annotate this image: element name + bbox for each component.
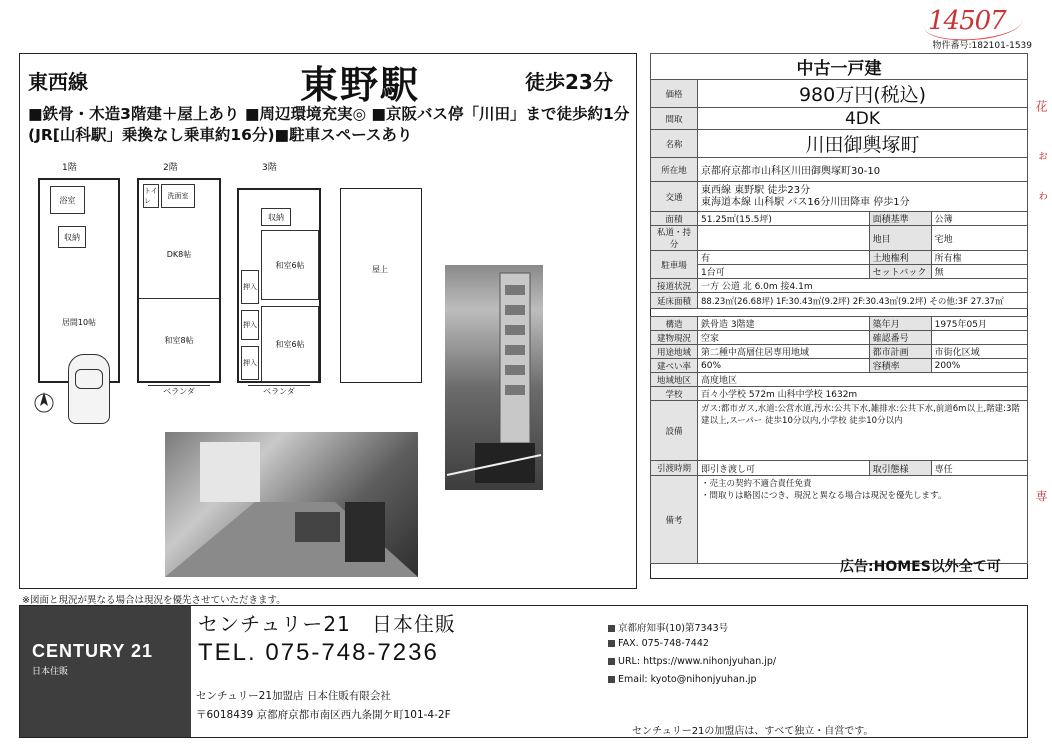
balcony-2f: ベランダ <box>148 385 210 397</box>
land-right-value: 所有権 <box>931 251 1027 265</box>
side-mark: 専 <box>1034 490 1048 502</box>
city-plan-value: 市街化区域 <box>931 345 1027 359</box>
name-value: 川田御輿塚町 <box>698 130 1028 158</box>
setback-value: 無 <box>931 265 1027 279</box>
info-row <box>651 226 1028 251</box>
info-row <box>651 401 1028 461</box>
remark-1: ・売主の契約不適合責任免責 <box>701 479 812 489</box>
url-line[interactable] <box>608 656 776 667</box>
traffic-line-2: 東海道本線 山科駅 バス16分川田降車 停歩1分 <box>701 196 910 208</box>
confirm-label: 確認番号 <box>869 331 931 345</box>
floor-area-label: 延床面積 <box>651 293 698 309</box>
floor-label-3f: 3階 <box>262 163 277 173</box>
status-value: 空家 <box>698 331 870 345</box>
side-mark: ゎ <box>1034 190 1048 202</box>
company-logo <box>20 606 191 737</box>
info-row <box>651 130 1028 158</box>
school-label: 学校 <box>651 387 698 401</box>
parking-value-2: 1台可 <box>698 265 870 279</box>
property-number: 物件番号:182101-1539 <box>932 41 1032 51</box>
url-text[interactable]: URL: https://www.nihonjyuhan.jp/ <box>618 656 777 667</box>
info-row <box>651 108 1028 130</box>
road-label: 接道状況 <box>651 279 698 293</box>
facilities-value: ガス:都市ガス,水道:公営水道,汚水:公共下水,雑排水:公共下水,前道6m以上,階建:3階建以上,スーパー 徒歩10分以内,小学校 徒歩10分以内 <box>698 401 1028 461</box>
info-row <box>651 359 1028 373</box>
coverage-value: 60% <box>698 359 870 373</box>
info-spacer <box>651 309 1028 317</box>
property-info-table <box>650 53 1028 564</box>
logo-sub: 日本住販 <box>32 667 69 677</box>
room-toilet: トイレ <box>143 184 159 208</box>
school-value: 百々小学校 572m 山科中学校 1632m <box>698 387 1028 401</box>
info-row <box>651 279 1028 293</box>
handwritten-text: 14507 <box>928 6 1006 36</box>
status-label: 建物現況 <box>651 331 698 345</box>
side-mark: ぉ <box>1034 150 1048 162</box>
traffic-label: 交通 <box>651 182 698 212</box>
zoning-value: 第二種中高層住居専用地域 <box>698 345 870 359</box>
info-row <box>651 182 1028 212</box>
parking-value-1: 有 <box>698 251 870 265</box>
fax-text: FAX. 075-748-7442 <box>618 638 709 649</box>
price-value: 980万円(税込) <box>698 80 1028 108</box>
info-row <box>651 387 1028 401</box>
north-arrow-icon <box>34 388 54 418</box>
structure-label: 構造 <box>651 317 698 331</box>
room-washitsu-8: 和室8帖 <box>139 298 219 382</box>
info-row <box>651 373 1028 387</box>
transaction-label: 取引態様 <box>869 461 931 476</box>
built-value: 1975年05月 <box>931 317 1027 331</box>
room-living: 居間10帖 <box>61 318 97 327</box>
building-facade-image <box>445 265 543 490</box>
floorplan-2f <box>137 178 221 383</box>
area-value: 51.25㎡(15.5坪) <box>698 212 870 226</box>
interior-photo <box>165 432 418 577</box>
side-mark: 花 <box>1034 100 1048 112</box>
fax-line <box>608 638 709 649</box>
area-std-value: 公簿 <box>931 212 1027 226</box>
handover-label: 引渡時期 <box>651 461 698 476</box>
info-row <box>651 212 1028 226</box>
road-value: 一方 公道 北 6.0m 接4.1m <box>698 279 1028 293</box>
info-row <box>651 80 1028 108</box>
car-icon <box>68 354 110 424</box>
name-label: 名称 <box>651 130 698 158</box>
room-dk: DK8帖 <box>166 249 192 259</box>
info-row <box>651 331 1028 345</box>
room-storage-3f: 収納 <box>261 208 291 226</box>
confirm-value <box>931 331 1027 345</box>
info-row <box>651 317 1028 331</box>
roof-label: 屋上 <box>372 264 388 274</box>
room-washitsu-6b: 和室6帖 <box>261 306 319 382</box>
remarks-value <box>698 476 1028 564</box>
remark-2: ・間取りは略図につき、現況と異なる場合は現況を優先します。 <box>701 491 947 501</box>
info-row <box>651 54 1028 80</box>
info-row <box>651 265 1028 279</box>
transaction-value: 専任 <box>931 461 1027 476</box>
layout-value: 4DK <box>698 108 1028 130</box>
room-washitsu-6a: 和室6帖 <box>261 230 319 300</box>
info-row <box>651 461 1028 476</box>
structure-value: 鉄骨造 3階建 <box>698 317 870 331</box>
tatami-room-image <box>165 432 418 577</box>
private-road-label: 私道・持分 <box>651 226 698 251</box>
email-text[interactable]: Email: kyoto@nihonjyuhan.jp <box>618 674 757 685</box>
info-row <box>651 345 1028 359</box>
franchise-name: センチュリー21加盟店 日本住販有限会社 <box>196 690 391 702</box>
land-right-label: 土地権利 <box>869 251 931 265</box>
area-std-label: 面積基準 <box>869 212 931 226</box>
city-plan-label: 都市計画 <box>869 345 931 359</box>
license-line <box>608 620 728 634</box>
logo-brand: CENTURY 21 <box>32 641 154 661</box>
far-value: 200% <box>931 359 1027 373</box>
independent-note: センチュリー21の加盟店は、すべて独立・自営です。 <box>632 726 874 737</box>
exterior-photo <box>445 265 543 490</box>
floorplan-roof <box>340 188 422 383</box>
bullet-icon <box>608 676 615 683</box>
info-row <box>651 158 1028 182</box>
traffic-line-1: 東西線 東野駅 徒歩23分 <box>701 184 811 196</box>
room-storage: 収納 <box>58 226 86 248</box>
district-value: 高度地区 <box>698 373 1028 387</box>
address-label: 所在地 <box>651 158 698 182</box>
room-washroom: 洗面室 <box>161 184 195 208</box>
remarks-label: 備考 <box>651 476 698 564</box>
info-row <box>651 251 1028 265</box>
license-text: 京都府知事(10)第7343号 <box>618 623 729 634</box>
room-closet: 押入 <box>241 346 259 380</box>
bullet-icon <box>608 640 615 647</box>
setback-label: セットバック <box>869 265 931 279</box>
floor-label-2f: 2階 <box>163 163 178 173</box>
room-closet: 押入 <box>241 270 259 304</box>
handwritten-number <box>928 6 1018 40</box>
floorplan-1f <box>38 178 120 383</box>
email-line[interactable] <box>608 674 757 685</box>
train-line: 東西線 <box>28 70 88 94</box>
property-type: 中古一戸建 <box>651 54 1028 80</box>
floor-label-1f: 1階 <box>62 163 77 173</box>
built-label: 築年月 <box>869 317 931 331</box>
walk-time: 徒歩23分 <box>525 70 613 94</box>
bullet-icon <box>608 625 615 632</box>
land-category-label: 地目 <box>869 226 931 251</box>
district-label: 地域地区 <box>651 373 698 387</box>
company-name: センチュリー21 日本住販 <box>198 612 456 636</box>
far-label: 容積率 <box>869 359 931 373</box>
disclaimer-note: ※図面と現況が異なる場合は現況を優先させていただきます。 <box>22 595 286 606</box>
company-address: 〒6018439 京都府京都市南区西九条開ケ町101-4-2F <box>196 709 451 721</box>
bullet-icon <box>608 658 615 665</box>
facilities-label: 設備 <box>651 401 698 461</box>
layout-label: 間取 <box>651 108 698 130</box>
traffic-value <box>698 182 1028 212</box>
price-label: 価格 <box>651 80 698 108</box>
address-value: 京都府京都市山科区川田御輿塚町30-10 <box>698 158 1028 182</box>
room-bath: 浴室 <box>50 186 85 214</box>
balcony-3f: ベランダ <box>248 385 310 397</box>
info-row <box>651 293 1028 309</box>
parking-label: 駐車場 <box>651 251 698 279</box>
info-row <box>651 476 1028 564</box>
company-phone: TEL. 075-748-7236 <box>198 639 439 666</box>
land-category-value: 宅地 <box>931 226 1027 251</box>
station-name: 東野駅 <box>300 63 421 107</box>
private-road-value <box>698 226 870 251</box>
coverage-label: 建ぺい率 <box>651 359 698 373</box>
area-label: 面積 <box>651 212 698 226</box>
floorplan-3f <box>237 188 321 383</box>
floor-area-value: 88.23㎡(26.68坪) 1F:30.43㎡(9.2坪) 2F:30.43㎡(9.2坪) その他:3F 27.37㎡ <box>698 293 1028 309</box>
handover-value: 即引き渡し可 <box>698 461 870 476</box>
feature-text: ■鉄骨・木造3階建＋屋上あり ■周辺環境充実◎ ■京阪バス停「川田」まで徒歩約1分(JR[山科駅」乗換なし乗車約16分)■駐車スペースあり <box>28 105 630 144</box>
ad-permission: 広告:HOMES以外全て可 <box>840 559 1001 575</box>
zoning-label: 用途地域 <box>651 345 698 359</box>
room-closet: 押入 <box>241 310 259 340</box>
